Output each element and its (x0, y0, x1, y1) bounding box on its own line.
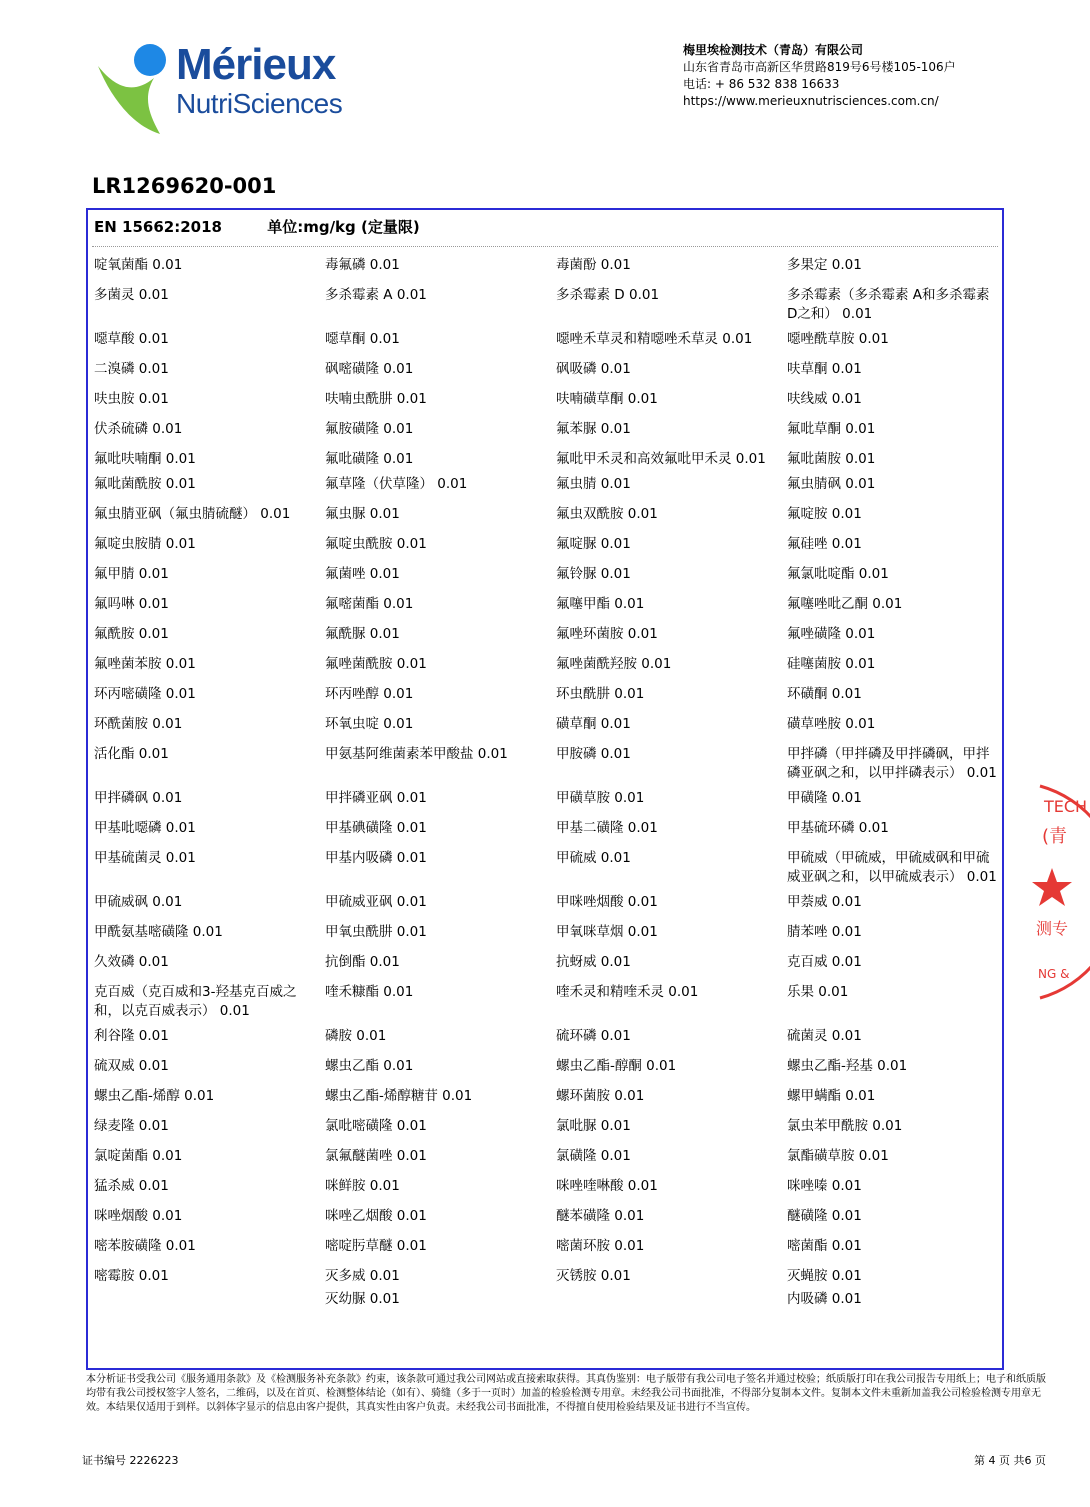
table-row (94, 360, 998, 390)
analyte-cell: 抗倒酯 0.01 (325, 954, 400, 970)
analyte-cell: 咪唑乙烟酸 0.01 (325, 1208, 427, 1224)
analyte-cell: 呋虫胺 0.01 (94, 391, 169, 407)
analyte-cell: 甲基硫环磷 0.01 (787, 820, 889, 836)
analyte-cell: 螺虫乙酯-烯醇 0.01 (94, 1088, 215, 1104)
table-row (94, 286, 998, 330)
analyte-cell: 甲酰氨基嘧磺隆 0.01 (94, 924, 223, 940)
analyte-grid (94, 256, 998, 1309)
analyte-cell: 螺虫乙酯-羟基 0.01 (787, 1058, 908, 1074)
analyte-cell: 氟胺磺隆 0.01 (325, 421, 414, 437)
analyte-cell: 氟甲腈 0.01 (94, 566, 169, 582)
analyte-cell: 氟氯吡啶酯 0.01 (787, 566, 889, 582)
analyte-cell: 伏杀硫磷 0.01 (94, 421, 183, 437)
table-row (94, 715, 998, 745)
method-standard: EN 15662:2018 (94, 218, 222, 236)
table-row (94, 256, 998, 286)
analyte-cell: 氟虫双酰胺 0.01 (556, 506, 658, 522)
table-row (94, 893, 998, 923)
analyte-cell: 嘧菌环胺 0.01 (556, 1238, 645, 1254)
company-logo (92, 38, 382, 138)
analyte-cell: 呋线威 0.01 (787, 391, 862, 407)
analyte-cell: 克百威 0.01 (787, 954, 862, 970)
analyte-cell: 咪唑嗪 0.01 (787, 1178, 862, 1194)
analyte-cell: 甲咪唑烟酸 0.01 (556, 894, 658, 910)
analyte-cell: 磺草唑胺 0.01 (787, 716, 876, 732)
table-row (94, 330, 998, 360)
analyte-cell: 螺虫乙酯 0.01 (325, 1058, 414, 1074)
analyte-cell: 氟苯脲 0.01 (556, 421, 631, 437)
analyte-cell: 氟噻甲酯 0.01 (556, 596, 645, 612)
analyte-cell: 硫环磷 0.01 (556, 1028, 631, 1044)
analyte-cell: 磷胺 0.01 (325, 1028, 387, 1044)
analyte-cell: 灭蝇胺 0.01 (787, 1268, 862, 1284)
analyte-cell: 氯啶菌酯 0.01 (94, 1148, 183, 1164)
analyte-cell: 灭锈胺 0.01 (556, 1268, 631, 1284)
analyte-cell: 甲基内吸磷 0.01 (325, 850, 427, 866)
analyte-cell: 氟吡磺隆 0.01 (325, 451, 414, 467)
analyte-cell: 多杀霉素（多杀霉素 A和多杀霉素 D之和） 0.01 (787, 287, 990, 322)
analyte-cell: 喹禾糠酯 0.01 (325, 984, 414, 1000)
certificate-number: 证书编号 2226223 (82, 1454, 179, 1467)
company-url[interactable]: https://www.merieuxnutrisciences.com.cn/ (683, 94, 939, 108)
analyte-cell: 氟啶胺 0.01 (787, 506, 862, 522)
analyte-cell: 醚苯磺隆 0.01 (556, 1208, 645, 1224)
analyte-cell (94, 1290, 325, 1309)
table-row (94, 655, 998, 685)
analyte-cell: 氟唑菌酰胺 0.01 (325, 656, 427, 672)
company-phone: 电话: + 86 532 838 16633 (683, 77, 840, 91)
svg-text:TECH: TECH (1044, 797, 1088, 816)
analyte-cell: 噁草酸 0.01 (94, 331, 169, 347)
analyte-cell: 二溴磷 0.01 (94, 361, 169, 377)
analyte-cell: 氟唑环菌胺 0.01 (556, 626, 658, 642)
analyte-cell: 甲拌磷砜 0.01 (94, 790, 183, 806)
analyte-cell: 氯虫苯甲酰胺 0.01 (787, 1118, 903, 1134)
analyte-cell: 氟硅唑 0.01 (787, 536, 862, 552)
table-row (94, 535, 998, 565)
analyte-cell: 呋喃磺草酮 0.01 (556, 391, 658, 407)
table-row (94, 1057, 998, 1087)
analyte-cell: 乐果 0.01 (787, 984, 849, 1000)
analyte-cell: 甲氧咪草烟 0.01 (556, 924, 658, 940)
analyte-cell: 甲基吡噁磷 0.01 (94, 820, 196, 836)
analyte-cell: 氟酰脲 0.01 (325, 626, 400, 642)
analyte-cell: 醚磺隆 0.01 (787, 1208, 862, 1224)
analyte-cell: 抗蚜威 0.01 (556, 954, 631, 970)
analyte-cell: 氯吡嘧磺隆 0.01 (325, 1118, 427, 1134)
table-row (94, 923, 998, 953)
table-row (94, 475, 998, 505)
seal-stamp (1030, 782, 1090, 1002)
analyte-cell: 嘧啶肟草醚 0.01 (325, 1238, 427, 1254)
analyte-cell: 螺甲螨酯 0.01 (787, 1088, 876, 1104)
table-row (94, 1267, 998, 1290)
analyte-cell: 环磺酮 0.01 (787, 686, 862, 702)
analyte-cell: 硫双威 0.01 (94, 1058, 169, 1074)
analyte-cell: 嘧苯胺磺隆 0.01 (94, 1238, 196, 1254)
analyte-cell: 甲胺磷 0.01 (556, 746, 631, 762)
analyte-cell: 螺环菌胺 0.01 (556, 1088, 645, 1104)
company-address: 山东省青岛市高新区华贯路819号6号楼105-106户 (683, 60, 956, 74)
analyte-cell: 氟虫腈亚砜（氟虫腈硫醚） 0.01 (94, 506, 291, 522)
analyte-cell: 硫菌灵 0.01 (787, 1028, 862, 1044)
table-row (94, 1027, 998, 1057)
analyte-cell: 砜嘧磺隆 0.01 (325, 361, 414, 377)
analyte-cell: 氟酰胺 0.01 (94, 626, 169, 642)
table-row (94, 595, 998, 625)
analyte-cell: 嘧菌酯 0.01 (787, 1238, 862, 1254)
analyte-cell: 甲磺草胺 0.01 (556, 790, 645, 806)
analyte-cell: 氟铃脲 0.01 (556, 566, 631, 582)
analyte-cell: 毒菌酚 0.01 (556, 257, 631, 273)
company-info (683, 42, 956, 110)
analyte-cell: 氟唑菌酰羟胺 0.01 (556, 656, 672, 672)
analyte-cell: 久效磷 0.01 (94, 954, 169, 970)
analyte-cell: 环虫酰肼 0.01 (556, 686, 645, 702)
table-row (94, 849, 998, 893)
analyte-cell: 螺虫乙酯-醇酮 0.01 (556, 1058, 677, 1074)
analyte-cell: 甲硫威（甲硫威，甲硫威砜和甲硫威亚砜之和，以甲硫威表示） 0.01 (787, 850, 997, 885)
method-unit: 单位:mg/kg (定量限) (267, 218, 420, 236)
analyte-cell: 甲拌磷亚砜 0.01 (325, 790, 427, 806)
table-row (94, 1207, 998, 1237)
analyte-cell: 环酰菌胺 0.01 (94, 716, 183, 732)
analyte-cell: 咪唑喹啉酸 0.01 (556, 1178, 658, 1194)
analyte-cell: 环丙嘧磺隆 0.01 (94, 686, 196, 702)
table-row (94, 450, 998, 475)
table-row (94, 685, 998, 715)
analyte-cell: 毒氟磷 0.01 (325, 257, 400, 273)
table-row (94, 745, 998, 789)
analyte-cell: 多杀霉素 A 0.01 (325, 287, 427, 303)
table-row (94, 420, 998, 450)
analyte-cell: 呋喃虫酰肼 0.01 (325, 391, 427, 407)
table-row (94, 1147, 998, 1177)
svg-text:NG &: NG & (1038, 967, 1070, 981)
analyte-cell: 甲萘威 0.01 (787, 894, 862, 910)
analyte-cell: 灭幼脲 0.01 (325, 1291, 400, 1307)
analyte-cell: 咪唑烟酸 0.01 (94, 1208, 183, 1224)
analyte-cell: 噁唑酰草胺 0.01 (787, 331, 889, 347)
table-row (94, 505, 998, 535)
analyte-cell: 氯吡脲 0.01 (556, 1118, 631, 1134)
analyte-cell: 活化酯 0.01 (94, 746, 169, 762)
analyte-cell: 甲硫威 0.01 (556, 850, 631, 866)
table-row (94, 390, 998, 420)
svg-text:(青: (青 (1042, 826, 1068, 847)
analyte-cell: 氟噻唑吡乙酮 0.01 (787, 596, 903, 612)
analyte-cell: 呋草酮 0.01 (787, 361, 862, 377)
table-row (94, 1237, 998, 1267)
analyte-cell: 多菌灵 0.01 (94, 287, 169, 303)
analyte-cell (556, 1290, 787, 1309)
brand-subname: NutriSciences (176, 88, 343, 119)
table-row (94, 789, 998, 819)
analyte-cell: 甲氧虫酰肼 0.01 (325, 924, 427, 940)
analyte-cell: 环氧虫啶 0.01 (325, 716, 414, 732)
method-header (94, 216, 420, 237)
analyte-cell: 嘧霉胺 0.01 (94, 1268, 169, 1284)
table-row (94, 953, 998, 983)
analyte-cell: 环丙唑醇 0.01 (325, 686, 414, 702)
analyte-cell: 氟唑菌苯胺 0.01 (94, 656, 196, 672)
analyte-cell: 氟吡呋喃酮 0.01 (94, 451, 196, 467)
analyte-cell: 腈苯唑 0.01 (787, 924, 862, 940)
analyte-cell: 甲硫威亚砜 0.01 (325, 894, 427, 910)
analyte-cell: 氟唑磺隆 0.01 (787, 626, 876, 642)
analyte-cell: 螺虫乙酯-烯醇糖苷 0.01 (325, 1088, 473, 1104)
analyte-cell: 噁草酮 0.01 (325, 331, 400, 347)
svg-text:测专: 测专 (1036, 919, 1069, 938)
analyte-cell: 硅噻菌胺 0.01 (787, 656, 876, 672)
analyte-cell: 氟虫脲 0.01 (325, 506, 400, 522)
analyte-cell: 啶氧菌酯 0.01 (94, 257, 183, 273)
analyte-cell: 喹禾灵和精喹禾灵 0.01 (556, 984, 699, 1000)
analyte-cell: 甲基二磺隆 0.01 (556, 820, 658, 836)
brand-name: Mérieux (176, 40, 336, 89)
analyte-cell: 多杀霉素 D 0.01 (556, 287, 660, 303)
table-row (94, 983, 998, 1027)
analyte-cell: 噁唑禾草灵和精噁唑禾草灵 0.01 (556, 331, 753, 347)
table-row (94, 1087, 998, 1117)
analyte-cell: 咪鲜胺 0.01 (325, 1178, 400, 1194)
analyte-cell: 甲磺隆 0.01 (787, 790, 862, 806)
analyte-cell: 氟虫腈 0.01 (556, 476, 631, 492)
analyte-cell: 氟虫腈砜 0.01 (787, 476, 876, 492)
analyte-cell: 氯氟醚菌唑 0.01 (325, 1148, 427, 1164)
analyte-cell: 猛杀威 0.01 (94, 1178, 169, 1194)
analyte-cell: 氟吡菌酰胺 0.01 (94, 476, 196, 492)
analyte-cell: 甲基硫菌灵 0.01 (94, 850, 196, 866)
analyte-cell: 利谷隆 0.01 (94, 1028, 169, 1044)
analyte-cell: 甲基碘磺隆 0.01 (325, 820, 427, 836)
analyte-cell: 克百威（克百威和3-羟基克百威之和，以克百威表示） 0.01 (94, 984, 297, 1019)
analyte-cell: 氟菌唑 0.01 (325, 566, 400, 582)
analyte-cell: 多果定 0.01 (787, 257, 862, 273)
analyte-cell: 甲硫威砜 0.01 (94, 894, 183, 910)
table-row (94, 565, 998, 595)
table-row (94, 1177, 998, 1207)
analyte-cell: 氟吡甲禾灵和高效氟吡甲禾灵 0.01 (556, 451, 766, 467)
table-row (94, 819, 998, 849)
analyte-cell: 甲拌磷（甲拌磷及甲拌磷砜，甲拌磷亚砜之和，以甲拌磷表示） 0.01 (787, 746, 997, 781)
analyte-cell: 灭多威 0.01 (325, 1268, 400, 1284)
analyte-cell: 内吸磷 0.01 (787, 1291, 862, 1307)
results-frame (86, 208, 1004, 1370)
analyte-cell: 氟啶脲 0.01 (556, 536, 631, 552)
analyte-cell: 氟吡菌胺 0.01 (787, 451, 876, 467)
table-row (94, 625, 998, 655)
page-number: 第 4 页 共6 页 (974, 1454, 1046, 1467)
analyte-cell: 绿麦隆 0.01 (94, 1118, 169, 1134)
analyte-cell: 砜吸磷 0.01 (556, 361, 631, 377)
disclaimer-text: 本分析证书受我公司《服务通用条款》及《检测服务补充条款》约束，该条款可通过我公司网站或直接索取获得。其真伪鉴别：电子版带有我公司电子签名并通过校验；纸质版打印在我公司报告专用纸上；电子和纸质版均带有我公司授权签字人签名，二维码，以及在首页、检测整体结论（如有）、骑缝（多于一页时）加盖的检验检测专用章。未经我公司书面批准，不得部分复制本文件。复制本文件未重新加盖我公司检验检测专用章无效。本结果仅适用于到样。以斜体字显示的信息由客户提供，其真实性由客户负责。未经我公司书面批准，不得擅自使用检验结果及证书进行不当宣传。 (86, 1374, 1046, 1413)
header-divider (92, 246, 998, 247)
analyte-cell: 氯磺隆 0.01 (556, 1148, 631, 1164)
analyte-cell: 氟草隆（伏草隆） 0.01 (325, 476, 468, 492)
analyte-cell: 氟嘧菌酯 0.01 (325, 596, 414, 612)
analyte-cell: 氟吡草酮 0.01 (787, 421, 876, 437)
report-id: LR1269620-001 (92, 174, 277, 198)
analyte-cell: 氟吗啉 0.01 (94, 596, 169, 612)
company-name: 梅里埃检测技术（青岛）有限公司 (683, 43, 864, 57)
analyte-cell: 磺草酮 0.01 (556, 716, 631, 732)
analyte-cell: 氟啶虫酰胺 0.01 (325, 536, 427, 552)
table-row (94, 1290, 998, 1309)
analyte-cell: 氟啶虫胺腈 0.01 (94, 536, 196, 552)
leaf-logo-icon (92, 38, 182, 138)
analyte-cell: 氯酯磺草胺 0.01 (787, 1148, 889, 1164)
analyte-cell: 甲氨基阿维菌素苯甲酸盐 0.01 (325, 746, 508, 762)
table-row (94, 1117, 998, 1147)
